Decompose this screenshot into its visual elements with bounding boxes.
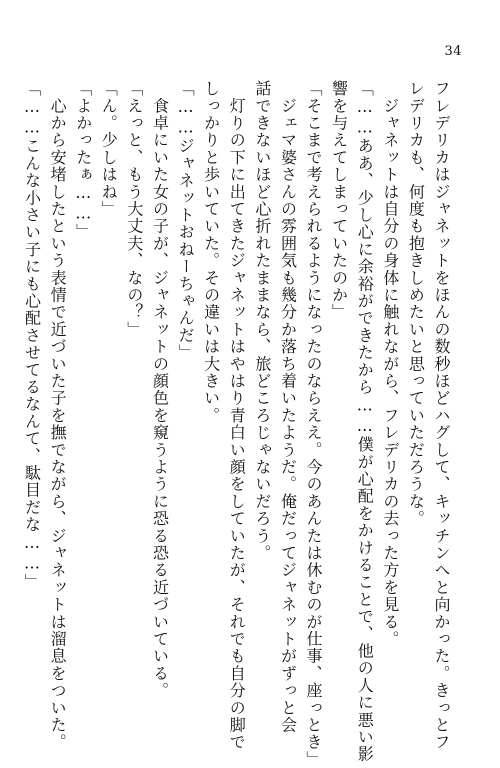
text-line-10: しっかりと歩いていた。その違いは大きい。	[201, 80, 221, 424]
text-line-16: 心から安堵したという表情で近づいた子を撫でながら、ジャネットは溜息をついた。	[48, 80, 68, 751]
text-line-13: 「えっと、もう大丈夫、なの？」	[124, 80, 144, 338]
text-line-9: 灯りの下に出てきたジャネットはやはり青白い顔をしていたが、それでも自分の脚で	[227, 80, 247, 751]
text-line-11: 「……ジャネットおねーちゃんだ」	[176, 80, 196, 362]
text-line-5: 響を与えてしまっていたのか」	[329, 80, 349, 321]
text-line-4: 「……ああ、少し心に余裕ができたから……僕が心配をかけることで、他の人に悪い影	[355, 80, 375, 763]
text-line-12: 食卓にいた女の子が、ジャネットの顔色を窺うように恐る恐る近づいている。	[150, 80, 170, 700]
text-line-7: ジェマ婆さんの雰囲気も幾分か落ち着いたようだ。俺だってジャネットがずっと会	[278, 80, 298, 734]
text-line-1: フレデリカはジャネットをほんの数秒ほどハグして、キッチンへと向かった。きっとフ	[432, 80, 451, 751]
text-line-2: レデリカも、何度も抱きしめたいと思っていただろうな。	[406, 80, 426, 528]
text-line-15: 「よかったぁ……」	[73, 80, 93, 241]
text-line-14: 「ん。少しはね」	[99, 80, 119, 218]
text-line-17: 「……こんな小さい子にも心配させてるなんて、駄目だな……」	[22, 80, 42, 591]
vertical-text-body	[19, 80, 454, 768]
page-number: 34	[444, 44, 462, 59]
text-line-8: 話できないほど心折れたままなら、旅どころじゃないだろう。	[252, 80, 272, 562]
text-line-3: ジャネットは自分の身体に触れながら、フレデリカの去った方を見る。	[380, 80, 400, 648]
text-line-6: 「そこまで考えられるようになったのならええ。今のあんたは休むのが仕事、座っとき」	[304, 80, 324, 768]
